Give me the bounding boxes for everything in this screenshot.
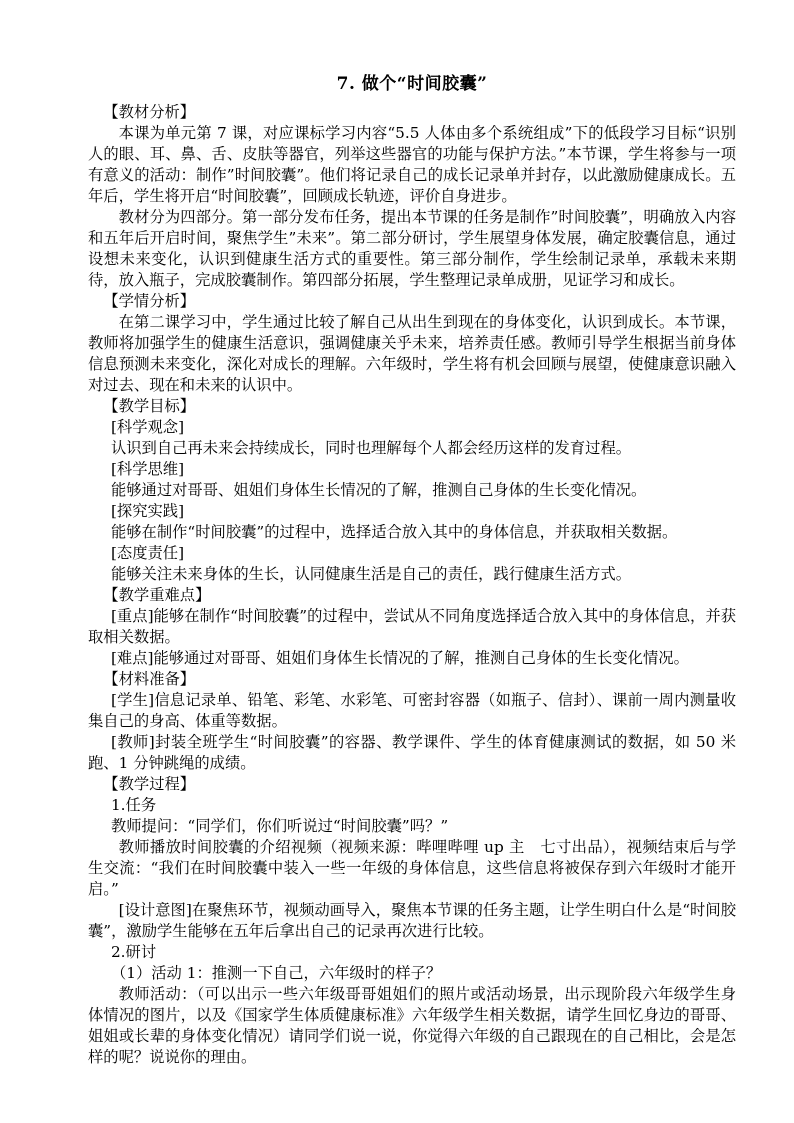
paragraph: 【教材分析】: [103, 103, 196, 121]
paragraph: 【教学重难点】: [103, 586, 211, 604]
paragraph: 教师活动：（可以出示一些六年级哥哥姐姐们的照片或活动场景，出示现阶段六年级学生身体情况的图片，以及《国家学生体质健康标准》六年级学生相关数据，请学生回忆身边的哥哥、姐姐或长辈的身体变化情况）请同学们说一说，你觉得六年级的自己跟现在的自己相比，会是怎样的呢？说说你的理由。: [88, 985, 736, 1066]
paragraph: [难点]能够通过对哥哥、姐姐们身体生长情况的了解，推测自己身体的生长变化情况。: [110, 649, 689, 667]
paragraph: 教材分为四部分。第一部分发布任务，提出本节课的任务是制作”时间胶囊”，明确放入内容和五年后开启时间，聚焦学生”未来”。第二部分研讨，学生展望身体发展，确定胶囊信息，通过设想未来变化，认识到健康生活方式的重要性。第三部分制作，学生绘制记录单，承载未来期待，放入瓶子，完成胶囊制作。第四部分拓展，学生整理记录单成册，见证学习和成长。: [88, 208, 736, 289]
paragraph: [态度责任]: [110, 544, 185, 562]
paragraph: 【材料准备】: [103, 670, 196, 688]
paragraph: 能够在制作“时间胶囊”的过程中，选择适合放入其中的身体信息，并获取相关数据。: [110, 523, 678, 541]
paragraph: 【教学过程】: [103, 775, 196, 793]
document-title: 7. 做个“时间胶囊”: [336, 74, 488, 94]
document-page: [88, 72, 736, 1068]
paragraph: 能够关注未来身体的生长，认同健康生活是自己的责任，践行健康生活方式。: [110, 565, 632, 583]
paragraph: [学生]信息记录单、铅笔、彩笔、水彩笔、可密封容器（如瓶子、信封）、课前一周内测量收集自己的身高、体重等数据。: [88, 691, 736, 730]
paragraph: [科学观念]: [110, 418, 185, 436]
paragraph: [设计意图]在聚焦环节，视频动画导入，聚焦本节课的任务主题，让学生明白什么是“时间胶囊”，激励学生能够在五年后拿出自己的记录再次进行比较。: [88, 901, 736, 940]
paragraph: [探究实践]: [110, 502, 185, 520]
paragraph: [重点]能够在制作“时间胶囊”的过程中，尝试从不同角度选择适合放入其中的身体信息，并获取相关数据。: [88, 607, 736, 646]
paragraph: [教师]封装全班学生“时间胶囊”的容器、教学课件、学生的体育健康测试的数据，如 50 米跑、1 分钟跳绳的成绩。: [88, 733, 736, 772]
paragraph: 认识到自己再未来会持续成长，同时也理解每个人都会经历这样的发育过程。: [110, 439, 632, 457]
paragraph: 在第二课学习中，学生通过比较了解自己从出生到现在的身体变化，认识到成长。本节课，教师将加强学生的健康生活意识，强调健康关乎未来，培养责任感。教师引导学生根据当前身体信息预测未来变化，深化对成长的理解。六年级时，学生将有机会回顾与展望，使健康意识融入对过去、现在和未来的认识中。: [88, 313, 736, 394]
paragraph: 能够通过对哥哥、姐姐们身体生长情况的了解，推测自己身体的生长变化情况。: [110, 481, 647, 499]
paragraph: 本课为单元第 7 课，对应课标学习内容“5.5 人体由多个系统组成”下的低段学习目标“识别人的眼、耳、鼻、舌、皮肤等器官，列举这些器官的功能与保护方法。”本节课，学生将参与一项有意义的活动：制作”时间胶囊”。他们将记录自己的成长记录单并封存，以此激励健康成长。五年后，学生将开启“时间胶囊”，回顾成长轨迹，评价自身进步。: [88, 124, 736, 205]
paragraph: 【学情分析】: [103, 292, 196, 310]
paragraph: 教师播放时间胶囊的介绍视频（视频来源：哔哩哔哩 up 主 七寸出品），视频结束后与学生交流：“我们在时间胶囊中装入一些一年级的身体信息，这些信息将被保存到六年级时才能开启。”: [88, 838, 736, 898]
paragraph: （1）活动 1：推测一下自己，六年级时的样子？: [110, 964, 442, 982]
paragraph: 2.研讨: [110, 943, 157, 961]
paragraph: 教师提问：“同学们，你们听说过“时间胶囊”吗？”: [110, 817, 449, 835]
paragraph: 1.任务: [110, 796, 157, 814]
document-body: [88, 102, 736, 1068]
paragraph: 【教学目标】: [103, 397, 196, 415]
paragraph: [科学思维]: [110, 460, 185, 478]
